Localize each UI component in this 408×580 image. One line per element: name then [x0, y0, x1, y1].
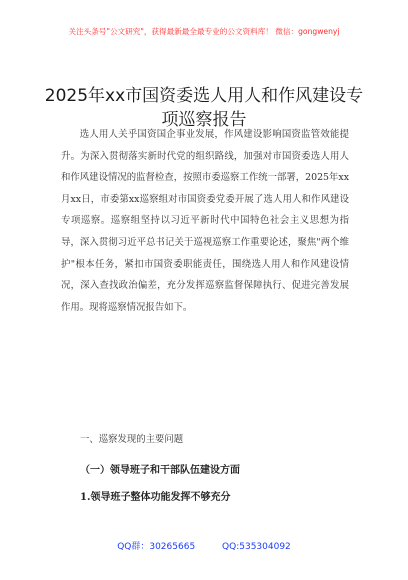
section-heading-1: 一、巡察发现的主要问题: [80, 434, 184, 445]
section-heading-2: （一）领导班子和干部队伍建设方面: [80, 465, 240, 476]
section-heading-3: 1.领导班子整体功能发挥不够充分: [80, 492, 231, 503]
qq-contact: QQ:535304092: [222, 542, 291, 552]
qq-group: QQ群：30265665: [117, 542, 196, 552]
document-body: [61, 124, 349, 318]
document-title: 2025年xx市国资委选人用人和作风建设专项巡察报告: [44, 86, 364, 131]
promo-header: 关注头条号"公文研究"，获得最新最全最专业的公文资料库！ 微信：gongwenyj: [68, 27, 340, 36]
body-paragraph: 选人用人关乎国资国企事业发展，作风建设影响国资监管效能提升。为深入贯彻落实新时代党的组织路线，加强对市国资委选人用人和作风建设情况的监督检查，按照市委巡察工作统一部署，2025年xx月xx日，市委第xx巡察组对市国资委党委开展了选人用人和作风建设专项巡察。巡察组坚持以习近平新时代中国特色社会主义思想为指导，深入贯彻习近平总书记关于巡视巡察工作重要论述，聚焦"两个维护"根本任务，紧扣市国资委职能责任，围绕选人用人和作风建设情况，深入查找政治偏差，充分发挥巡察监督保障执行、促进完善发展作用。现将巡察情况报告如下。: [61, 129, 349, 313]
contact-footer: [0, 539, 408, 552]
